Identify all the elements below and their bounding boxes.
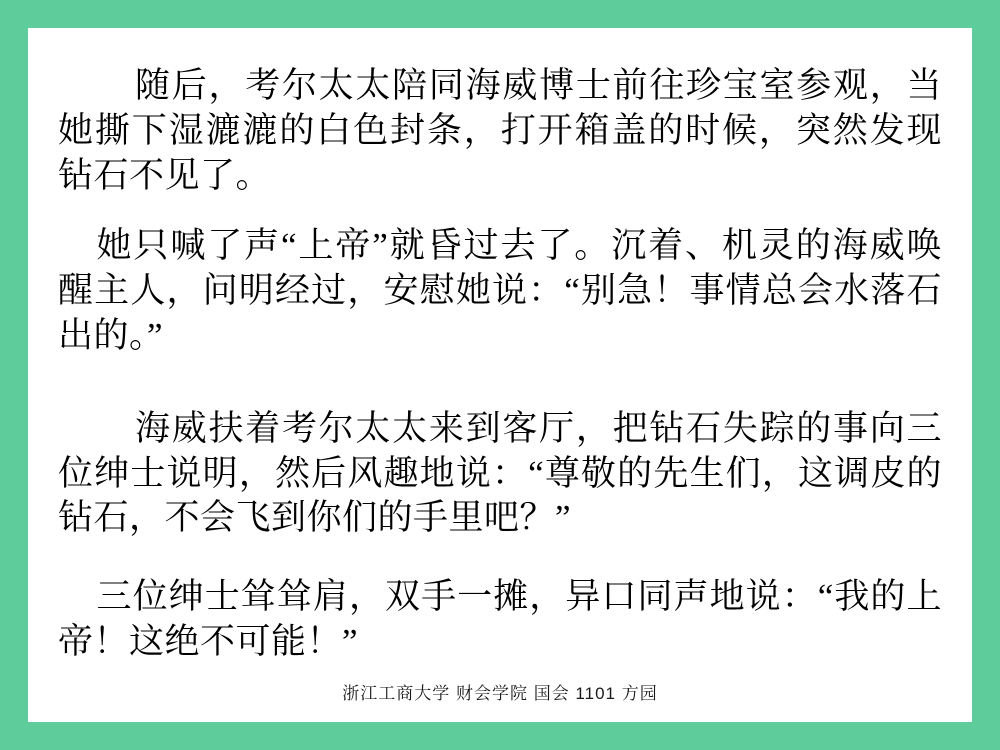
paragraph-4: 三位绅士耸耸肩，双手一摊，异口同声地说：“我的上帝！这绝不可能！” (58, 577, 942, 661)
slide-body (58, 64, 942, 691)
slide-canvas (28, 28, 972, 722)
slide-footer: 浙江工商大学 财会学院 国会 1101 方园 (342, 684, 658, 703)
paragraph-1: 随后，考尔太太陪同海威博士前往珍宝室参观，当她撕下湿漉漉的白色封条，打开箱盖的时候，突然发现钻石不见了。 (58, 66, 942, 195)
paragraph-3: 海威扶着考尔太太来到客厅，把钻石失踪的事向三位绅士说明，然后风趣地说：“尊敬的先生们，这调皮的钻石，不会飞到你们的手里吧？” (58, 408, 942, 538)
paragraph-2: 她只喊了声“上帝”就昏过去了。沉着、机灵的海威唤醒主人，问明经过，安慰她说：“别急！事情总会水落石出的。” (58, 226, 942, 355)
